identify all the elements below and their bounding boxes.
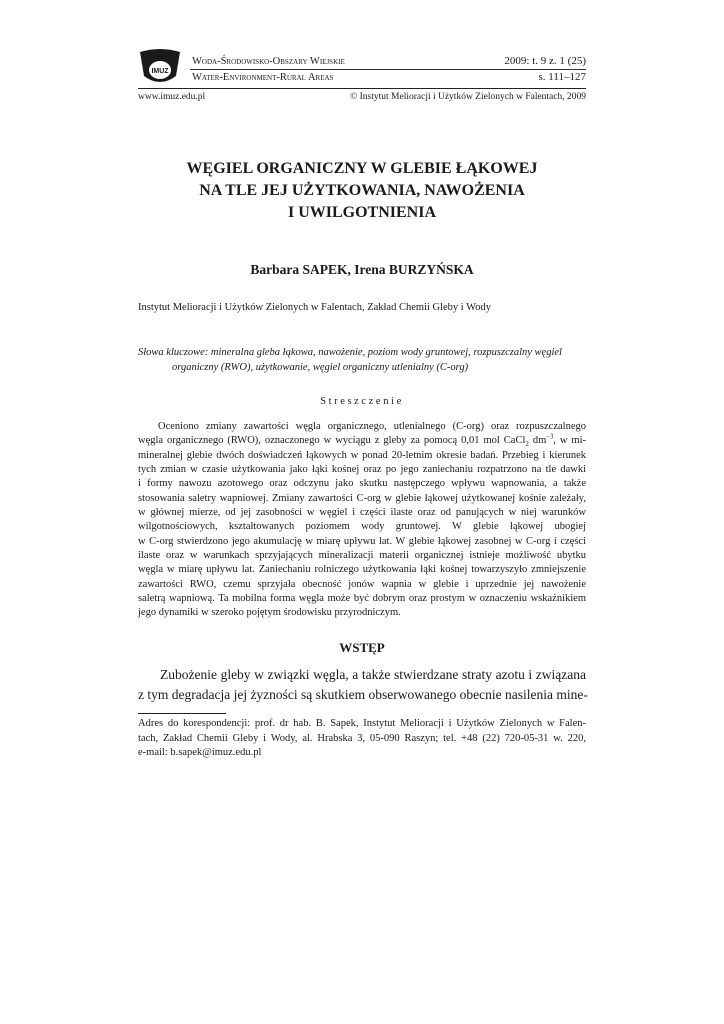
footnote-line: e-mail: b.sapek@imuz.edu.pl [138,747,262,758]
journal-url[interactable]: www.imuz.edu.pl [138,92,206,102]
footnote-line: Adres do korespondencji: prof. dr hab. B. Sapek, Instytut Melioracji i Użytków Zielonych w Falen- [138,718,586,729]
section-heading: WSTĘP [339,640,385,655]
abstract-line: węgla w miarę upływu lat. Zaniechaniu rolniczego użytkowania łąki kośnej towarzyszyło zmniejszenie [138,564,586,576]
superscript: –3 [546,432,554,441]
copyright-notice: © Instytut Melioracji i Użytków Zielonych w Falentach, 2009 [350,92,586,102]
header-rule [138,88,586,89]
journal-name-en: Water-Environment-Rural Areas [192,72,334,83]
abstract-line: zawartości RWO, czemu sprzyjała obecność jonów wapnia w glebie i uprzednie jej nawożenie [138,578,586,590]
footnote-line: tach, Zakład Chemii Gleby i Wody, al. Hrabska 3, 05-090 Raszyn; tel. +48 (22) 720-05-31 w. 220, [138,732,586,744]
footnote-rule [138,713,226,714]
abstract-line: w głównej mierze, od jej zasobności w węgiel i części ilaste oraz od panujących w niej warunków [138,507,586,519]
abstract-line [138,434,586,448]
abstract-heading: Streszczenie [320,396,404,407]
keywords [138,346,586,375]
title-line: I UWILGOTNIENIA [287,204,437,221]
article-title [138,158,586,224]
subscript: 2 [525,440,529,449]
abstract-text: węgla organicznego (RWO), oznaczonego w wyciągu z gleby za pomocą 0,01 mol CaCl [138,435,526,447]
keywords-line: Słowa kluczowe: mineralna gleba łąkowa, nawożenie, poziom wody gruntowej, rozpuszczalny węgiel [138,347,562,358]
title-line: NA TLE JEJ UŻYTKOWANIA, NAWOŻENIA [199,182,525,199]
abstract-line: ilaste oraz w warunkach sprzyjających mineralizacji materii organicznej istnieje możliwość ubytku [138,550,586,562]
intro-line: Zubożenie gleby w związki węgla, a także stwierdzane straty azotu i związana [160,667,586,682]
logo-text: IMUZ [151,68,169,75]
abstract-line: i formy nawozu azotowego oraz odczynu jako skutku następczego wpływu wapnowania, a także [138,478,586,490]
issue-info: 2009: t. 9 z. 1 (25) [504,55,586,67]
journal-name-pl: Woda-Środowisko-Obszary Wiejskie [192,56,345,67]
footnote [138,717,586,761]
keywords-line: organiczny (RWO), użytkowanie, węgiel organiczny utlenialny (C-org) [172,361,469,373]
abstract-line: saletrą wapniową. Ta mobilna forma węgla może być dobrym oraz prostym w oznaczeniu wskaźnikiem [138,593,586,605]
abstract-line: jego dynamiki w szeroko pojętym środowisku przyrodniczym. [138,607,401,619]
authors: Barbara SAPEK, Irena BURZYŃSKA [250,262,474,277]
intro-line: z tym degradacja jej żyzności są skutkiem obserwowanego obecnie nasilenia mine- [138,687,588,702]
intro-paragraph [138,665,586,705]
abstract-text: dm [528,435,547,447]
imuz-logo [138,46,182,86]
abstract-line: wilgotnościowych, kształtowanych poziomem wody gruntowej. W glebie łąkowej ubogiej [138,521,586,533]
abstract [138,420,586,621]
abstract-line: w C-org stwierdzono jego akumulację w miarę upływu lat. W glebie łąkowej zasobnej w C-org i części [138,535,586,547]
abstract-line: Oceniono zmiany zawartości węgla organicznego, utlenialnego (C-org) oraz rozpuszczalnego [158,421,586,432]
abstract-text: , w mi- [553,435,586,447]
header-divider [190,69,586,70]
abstract-line: stosowania saletry wapniowej. Zmiany zawartości C-org w glebie łąkowej użytkowanej kośnie zależały, [138,492,586,504]
abstract-line: tych zmian w czasie użytkowania jako łąki kośnej oraz po jego zaniechaniu rozpatrzono na tle dawki [138,464,586,476]
affiliation: Instytut Melioracji i Użytków Zielonych w Falentach, Zakład Chemii Gleby i Wody [138,302,491,313]
title-line: WĘGIEL ORGANICZNY W GLEBIE ŁĄKOWEJ [186,160,538,177]
abstract-line: mineralnej glebie dwóch doświadczeń łąkowych w ponad 20-letnim okresie badań. Przebieg i kierunek [138,449,586,461]
page-range: s. 111–127 [538,71,586,83]
